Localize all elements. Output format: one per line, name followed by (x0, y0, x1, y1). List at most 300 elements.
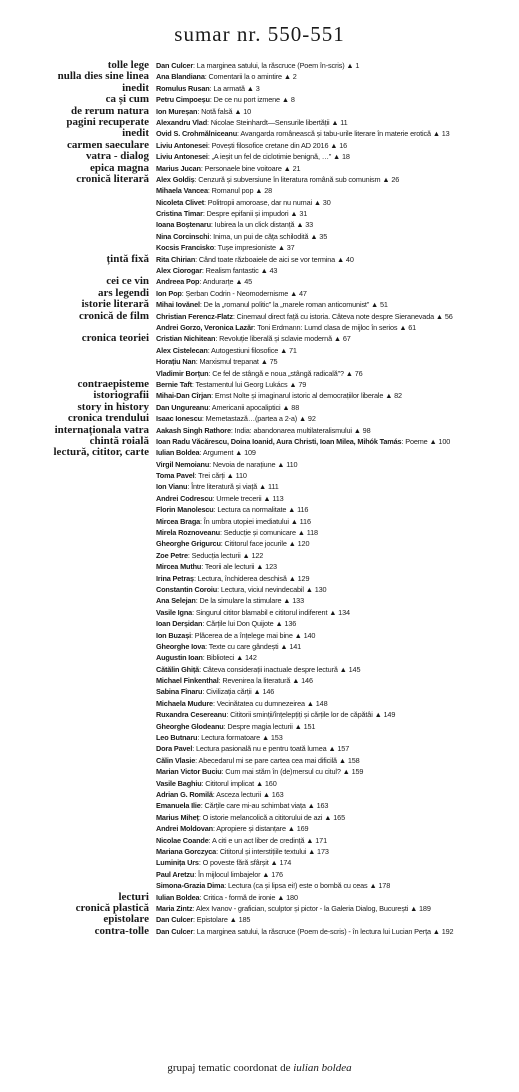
toc-row (0, 219, 519, 230)
toc-entry (156, 857, 512, 868)
entry-title: : Inima, un pui de căța schilodită (209, 231, 309, 241)
toc-entry (156, 846, 512, 857)
section-label: inedit (122, 81, 149, 94)
section-label: vatra - dialog (86, 150, 149, 163)
toc-entry (156, 869, 512, 880)
entry-page: ▲ 185 (229, 915, 251, 925)
section-label (0, 721, 156, 732)
section-label (0, 550, 156, 561)
section-label (0, 607, 156, 618)
entry-title: : Revenirea la literatură (218, 676, 291, 686)
entry-page: ▲ 189 (410, 903, 431, 913)
toc-entry (156, 573, 512, 584)
section-label (0, 857, 156, 868)
toc-entry (156, 516, 512, 527)
toc-row (0, 914, 519, 925)
section-label (0, 242, 156, 253)
entry-author: Mircea Muthu (156, 562, 202, 572)
entry-page: ▲ 142 (236, 653, 257, 663)
toc-row (0, 311, 519, 322)
entry-author: Andrei Codrescu (156, 493, 213, 503)
toc-row (0, 721, 519, 732)
entry-page: ▲ 146 (253, 687, 275, 697)
toc-entry (156, 504, 512, 515)
entry-author: Sabina Fînaru (156, 687, 203, 697)
entry-page: ▲ 61 (399, 322, 417, 332)
toc-entry (156, 151, 512, 162)
entry-author: Ion Vianu (156, 482, 188, 492)
section-label: nulla dies sine linea (57, 70, 149, 83)
entry-page: ▲ 159 (342, 767, 364, 777)
toc-row (0, 766, 519, 777)
entry-title: : Romanul pop (207, 186, 254, 196)
entry-author: Mariana Gorczyca (156, 846, 217, 856)
entry-title: : Seducție și comunicare (219, 528, 296, 538)
entry-title: : Lectura ca normalitate (213, 505, 287, 515)
entry-page: ▲ 118 (297, 528, 318, 538)
entry-author: Nina Corcinschi (156, 231, 210, 241)
toc-entry (156, 493, 512, 504)
section-label: inedit (122, 127, 149, 140)
section-label: contra-tolle (94, 924, 149, 937)
entry-title: : Abecedarul mi se pare cartea cea mai dificilă (195, 755, 337, 765)
entry-title: : Cenzură și subversiune în literatura română sub comunism (194, 174, 381, 184)
entry-author: Cristian Nichitean (156, 334, 216, 344)
entry-title: : Realism fantastic (201, 266, 259, 276)
section-label (0, 652, 156, 663)
entry-author: Ovid S. Crohmălniceanu (156, 129, 238, 139)
entry-title: : O istorie melancolică a cititorului de azi (198, 812, 323, 822)
entry-author: Florin Manolescu (156, 505, 214, 515)
toc-entry (156, 892, 512, 903)
section-label (0, 835, 156, 846)
section-label: carmen saeculare (67, 138, 149, 151)
entry-title: : Seducția lecturii (187, 550, 241, 560)
toc-entry (156, 607, 512, 618)
toc-entry (156, 459, 512, 470)
section-label: cronică plastică (75, 901, 149, 914)
entry-author: Marius Miheț (156, 812, 199, 822)
entry-page: ▲ 11 (331, 117, 348, 127)
entry-author: Isaac Ionescu (156, 414, 202, 424)
toc-row (0, 880, 519, 891)
section-label (0, 664, 156, 675)
toc-entry (156, 140, 512, 151)
toc-entry (156, 174, 512, 185)
toc-row (0, 823, 519, 834)
entry-title: : Lectura pasională nu e pentru toată lumea (192, 744, 327, 754)
entry-title: : În umbra utopiei imediatului (200, 516, 289, 526)
entry-title: : Personaele bine voitoare (200, 163, 282, 173)
entry-author: Ion Buzași (156, 630, 191, 640)
entry-author: Ana Selejan (156, 596, 196, 606)
entry-author: Dan Culcer (156, 915, 194, 925)
entry-author: Rita Chirian (156, 254, 196, 264)
toc-row (0, 333, 519, 344)
section-label: contraepisteme (77, 377, 149, 390)
entry-title: : Cinemaul direct față cu istoria. Câteva note despre Sieranevada (232, 311, 435, 321)
toc-entry (156, 402, 512, 413)
entry-title: : Șerban Codrin - Neomodernisme (181, 288, 289, 298)
entry-author: Alex Goldiș (156, 174, 195, 184)
toc-entry (156, 743, 512, 754)
section-label: ca și cum (105, 93, 149, 106)
toc-entry (156, 641, 512, 652)
toc-row (0, 390, 519, 401)
entry-author: Iulian Boldea (156, 448, 200, 458)
entry-author: Luminița Urs (156, 858, 199, 868)
section-label (0, 675, 156, 686)
section-label (0, 516, 156, 527)
entry-page: ▲ 10 (234, 106, 252, 116)
toc-row (0, 573, 519, 584)
toc-row (0, 675, 519, 686)
section-label (0, 208, 156, 219)
entry-author: Mircea Braga (156, 516, 201, 526)
toc-entry (156, 675, 512, 686)
toc-entry (156, 254, 512, 265)
section-label: țintă fixă (106, 252, 149, 265)
toc-entry (156, 778, 512, 789)
section-label: istoriografii (93, 389, 149, 402)
toc-row (0, 664, 519, 675)
toc-entry (156, 686, 512, 697)
entry-page: ▲ 40 (336, 254, 354, 264)
entry-title: : La armată (209, 83, 245, 93)
toc-row (0, 83, 519, 94)
toc-row (0, 789, 519, 800)
toc-row (0, 493, 519, 504)
entry-page: ▲ 82 (385, 391, 402, 401)
entry-page: ▲ 122 (242, 550, 264, 560)
toc-entry (156, 231, 512, 242)
entry-title: : De la „romanul politic” la „marele roman anticomunist” (199, 300, 370, 310)
section-label (0, 880, 156, 891)
section-label: cronica teoriei (81, 332, 149, 345)
toc-row (0, 743, 519, 754)
section-label (0, 504, 156, 515)
section-label (0, 755, 156, 766)
entry-page: ▲ 8 (281, 95, 295, 105)
entry-title: : Urmele trecerii (212, 493, 262, 503)
toc-row (0, 288, 519, 299)
toc-entry (156, 413, 512, 424)
toc-entry (156, 219, 512, 230)
entry-author: Marian Victor Buciu (156, 767, 222, 777)
entry-author: Andreea Pop (156, 277, 200, 287)
toc-row (0, 732, 519, 743)
entry-title: : Lectura, viciul nevindecabil (217, 584, 304, 594)
toc-entry (156, 538, 512, 549)
entry-title: : Singurul cititor blamabil e cititorul indiferent (192, 607, 328, 617)
entry-author: Liviu Antonesei (156, 152, 208, 162)
toc-row (0, 926, 519, 937)
toc-entry (156, 766, 512, 777)
entry-title: : Cărțile lui Don Quijote (202, 619, 274, 629)
entry-author: Liviu Antonesei (156, 140, 208, 150)
entry-author: Ruxandra Cesereanu (156, 710, 227, 720)
toc-row (0, 265, 519, 276)
entry-author: Bernie Taft (156, 379, 192, 389)
toc-entry (156, 618, 512, 629)
toc-row (0, 652, 519, 663)
entry-page: ▲ 136 (275, 619, 297, 629)
entry-page: ▲ 148 (306, 698, 328, 708)
entry-page: ▲ 120 (288, 539, 310, 549)
toc-entry (156, 425, 512, 436)
entry-title: : Cititorul face jocurile (220, 539, 287, 549)
entry-title: : Nicolae Steinhardt—Sensurile libertății (207, 117, 330, 127)
entry-title: : Memetastază…(partea a 2-a) (201, 414, 298, 424)
entry-title: : Texte cu care gândești (205, 641, 279, 651)
entry-author: Alex Ciorogar (156, 266, 202, 276)
section-label (0, 800, 156, 811)
entry-page: ▲ 116 (290, 516, 311, 526)
entry-title: : Revoluție liberală și sclavie modernă (215, 334, 332, 344)
toc-row (0, 481, 519, 492)
entry-author: Leo Butnaru (156, 733, 198, 743)
entry-page: ▲ 192 (432, 926, 454, 936)
entry-page: ▲ 26 (382, 174, 400, 184)
toc-row (0, 550, 519, 561)
section-label (0, 823, 156, 834)
section-label (0, 231, 156, 242)
entry-title: : Cum mai stăm în (de)mersul cu citul? (221, 767, 341, 777)
entry-title: : Despre magia lecturii (223, 721, 293, 731)
toc-row (0, 584, 519, 595)
entry-title: : Cititorii sminții/înțelepțiți și cărțile lor de căpătâi (226, 710, 373, 720)
entry-author: Mirela Roznoveanu (156, 528, 220, 538)
entry-author: Zoe Petre (156, 550, 188, 560)
toc-entry (156, 163, 512, 174)
toc-entry (156, 914, 512, 925)
section-label: tolle lege (107, 59, 149, 71)
entry-page: ▲ 31 (290, 209, 308, 219)
toc-entry (156, 185, 512, 196)
entry-author: Iulian Boldea (156, 892, 200, 902)
entry-title: : Poeme (401, 436, 428, 446)
entry-page: ▲ 33 (296, 220, 314, 230)
toc-row (0, 641, 519, 652)
toc-entry (156, 903, 512, 914)
entry-page: ▲ 100 (429, 436, 451, 446)
entry-author: Nicolae Coande (156, 835, 209, 845)
toc-row (0, 778, 519, 789)
entry-author: Alexandru Vlad (156, 117, 208, 127)
toc-row (0, 185, 519, 196)
toc-row (0, 846, 519, 857)
entry-author: Marius Jucan (156, 163, 201, 173)
entry-title: : Toni Erdmann: Lumd clasa de mijloc în serios (253, 322, 398, 332)
toc-entry (156, 322, 512, 333)
section-label (0, 459, 156, 470)
toc-row (0, 800, 519, 811)
section-label: cronică literară (76, 172, 149, 185)
section-label (0, 481, 156, 492)
entry-page: ▲ 173 (308, 846, 329, 856)
toc-entry (156, 368, 512, 379)
entry-author: Ioan Radu Văcărescu, Doina Ioanid, Aura Christi, Ioan Milea, Mihók Tamás (156, 436, 402, 446)
entry-author: Irina Petraș (156, 573, 194, 583)
entry-page: ▲ 145 (339, 664, 361, 674)
section-label: epica magna (90, 161, 149, 174)
section-label (0, 618, 156, 629)
entry-author: Maria Zintz (156, 903, 193, 913)
toc-row (0, 504, 519, 515)
toc-row (0, 812, 519, 823)
entry-page: ▲ 169 (287, 824, 309, 834)
toc-entry (156, 812, 512, 823)
section-label (0, 846, 156, 857)
toc-row (0, 208, 519, 219)
toc-row (0, 413, 519, 424)
toc-row (0, 618, 519, 629)
section-label (0, 345, 156, 356)
toc-entry (156, 698, 512, 709)
toc-entry (156, 595, 512, 606)
entry-author: Vladimir Borțun (156, 368, 209, 378)
toc-entry (156, 83, 512, 94)
toc-row (0, 299, 519, 310)
section-label: internaționala vatra (54, 423, 149, 436)
entry-author: Cătălin Ghiță (156, 664, 200, 674)
toc-row (0, 459, 519, 470)
entry-title: : Cititorul implicat (201, 778, 255, 788)
entry-title: : Lectura (ca și lipsa ei!) este o bombă cu ceas (224, 881, 368, 891)
toc-row (0, 94, 519, 105)
toc-entry (156, 94, 512, 105)
section-label (0, 743, 156, 754)
entry-author: Ion Mureșan (156, 106, 198, 116)
section-label (0, 538, 156, 549)
section-label (0, 732, 156, 743)
entry-page: ▲ 37 (277, 243, 295, 253)
toc-entry (156, 106, 512, 117)
entry-title: : Trei cărți (194, 471, 225, 481)
entry-title: : Între literatură și viață (187, 482, 258, 492)
entry-page: ▲ 28 (255, 186, 273, 196)
toc-row (0, 197, 519, 208)
entry-page: ▲ 35 (310, 231, 328, 241)
entry-author: Călin Vlasie (156, 755, 196, 765)
entry-page: ▲ 16 (330, 140, 348, 150)
entry-page: ▲ 141 (280, 641, 302, 651)
entry-author: Paul Aretzu (156, 869, 195, 879)
toc-entry (156, 755, 512, 766)
entry-author: Cristina Timar (156, 209, 203, 219)
toc-entry (156, 197, 512, 208)
entry-title: : A citi e un act liber de credință (208, 835, 305, 845)
section-label: cronica trendului (67, 412, 149, 425)
entry-title: : O poveste fără sfârșit (198, 858, 269, 868)
entry-title: : Câteva considerații inactuale despre lectură (199, 664, 338, 674)
toc-entry (156, 128, 512, 139)
entry-title: : Andurarțe (199, 277, 234, 287)
entry-title: : Tușe impresioniste (214, 243, 276, 253)
toc-entry (156, 333, 512, 344)
toc-row (0, 470, 519, 481)
entry-author: Ioana Boștenaru (156, 220, 211, 230)
section-label (0, 812, 156, 823)
entry-title: : De ce nu port izmene (209, 95, 280, 105)
toc-row (0, 527, 519, 538)
section-label: istorie literară (81, 298, 149, 311)
entry-author: Horațiu Nan (156, 357, 196, 367)
entry-page: ▲ 76 (345, 368, 363, 378)
entry-page: ▲ 113 (263, 493, 284, 503)
toc-entry (156, 880, 512, 891)
entry-page: ▲ 109 (235, 448, 256, 458)
toc-entry (156, 652, 512, 663)
toc-entry (156, 630, 512, 641)
entry-author: Andrei Moldovan (156, 824, 213, 834)
toc-row (0, 755, 519, 766)
entry-title: : Vecinătatea cu dumnezeirea (212, 698, 305, 708)
toc-row (0, 71, 519, 82)
section-label (0, 595, 156, 606)
entry-title: : Cărțile care mi-au schimbat viața (200, 801, 306, 811)
entry-page: ▲ 51 (371, 300, 388, 310)
entry-page: ▲ 98 (353, 425, 371, 435)
entry-page: ▲ 56 (435, 311, 453, 321)
entry-author: Gheorghe Iova (156, 641, 206, 651)
entry-author: Petru Cimpoeșu (156, 95, 210, 105)
section-label (0, 185, 156, 196)
entry-author: Vasile Igna (156, 607, 193, 617)
toc-row (0, 242, 519, 253)
toc-row (0, 857, 519, 868)
entry-author: Alex Cistelecan (156, 345, 208, 355)
entry-page: ▲ 123 (256, 562, 277, 572)
toc-entry (156, 447, 512, 458)
entry-author: Mihai Iovănel (156, 300, 200, 310)
entry-page: ▲ 21 (283, 163, 301, 173)
section-label (0, 641, 156, 652)
section-label (0, 527, 156, 538)
entry-page: ▲ 30 (313, 197, 331, 207)
toc-row (0, 140, 519, 151)
toc-entry (156, 71, 512, 82)
entry-author: Aakash Singh Rathore (156, 425, 231, 435)
entry-page: ▲ 140 (294, 630, 316, 640)
entry-title: : Biblioteci (202, 653, 235, 663)
entry-author: Virgil Nemoianu (156, 459, 210, 469)
entry-page: ▲ 110 (226, 471, 247, 481)
entry-title: : Autogestiuni filosofice (207, 345, 279, 355)
toc-row (0, 151, 519, 162)
entry-title: : Marxismul trepanat (195, 357, 259, 367)
section-label (0, 584, 156, 595)
entry-page: ▲ 165 (324, 812, 345, 822)
entry-page: ▲ 111 (259, 482, 279, 492)
entry-author: Constantin Coroiu (156, 584, 218, 594)
entry-page: ▲ 157 (328, 744, 350, 754)
toc-entry (156, 117, 512, 128)
entry-page: ▲ 180 (277, 892, 298, 902)
entry-page: ▲ 13 (432, 129, 450, 139)
toc-row (0, 516, 519, 527)
entry-title: : Asceza lecturii (212, 790, 261, 799)
entry-page: ▲ 18 (333, 152, 350, 162)
entry-title: : Ernst Nolte și imaginarul istoric al democrațiilor liberale (211, 391, 384, 401)
toc-entry (156, 527, 512, 538)
entry-page: ▲ 43 (260, 266, 278, 276)
entry-author: Gheorghe Glodeanu (156, 721, 224, 731)
section-label: ars legendi (97, 286, 149, 299)
toc-entry (156, 208, 512, 219)
entry-title: : India: abandonarea multilateralismului (230, 425, 352, 435)
section-label: cronică de film (78, 309, 149, 322)
